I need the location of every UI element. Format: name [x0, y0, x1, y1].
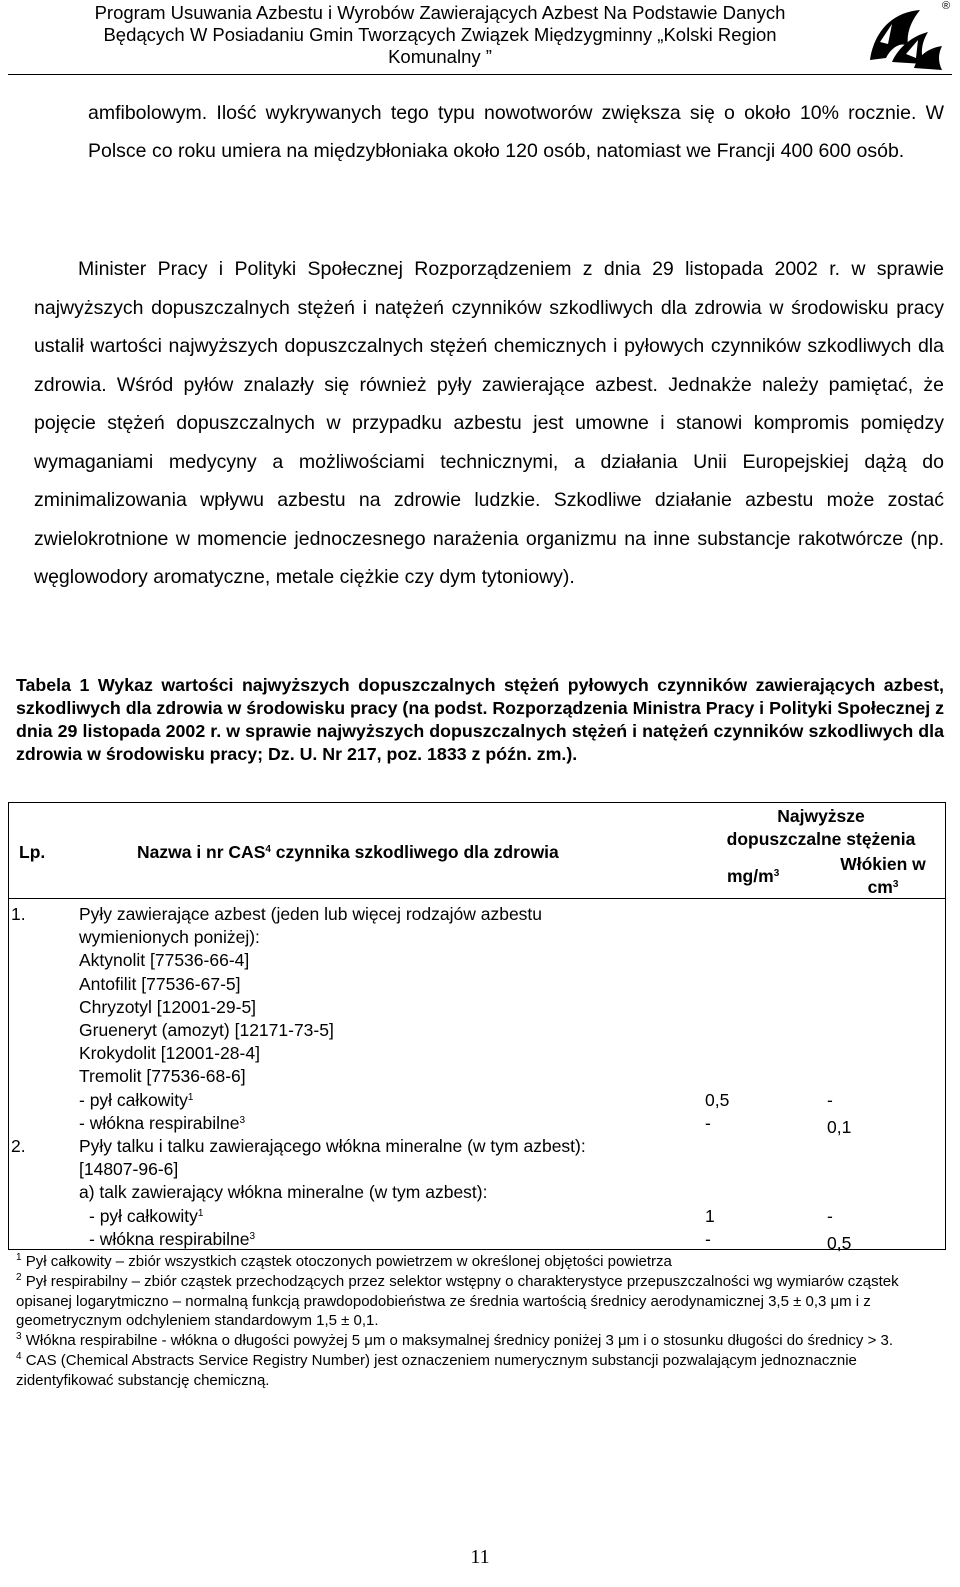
footnote [16, 1351, 946, 1391]
header-fib-line1: Włókien w [840, 854, 926, 874]
header-name-sup: 4 [265, 844, 271, 855]
title-line-3: Komunalny ” [388, 46, 492, 67]
paragraph-2 [34, 250, 944, 597]
table-row [79, 1019, 334, 1042]
table-row [79, 1089, 193, 1112]
header-fib-unit: cm [867, 877, 893, 898]
row-fiber-value: - [827, 1205, 833, 1226]
header-nds-line1: Najwyższe [777, 806, 865, 826]
paragraph-2-text: Minister Pracy i Polityki Społecznej Rozporządzeniem z dnia 29 listopada 2002 r. w sprawie najwyższych dopuszczalnych stężeń i natężeń czynników szkodliwych dla zdrowia w środowisku pracy ustalił wartości najwyższych dopuszczalnych stężeń chemicznych i pyłowych czynników szkodliwych dla zdrowia. Wśród pyłów znalazły się również pyły zawierające azbest. Jednakże należy pamiętać, że pojęcie stężeń dopuszczalnych w przypadku azbestu jest umowne i stanowi kompromis pomiędzy wymaganiami medycyny a możliwościami technicznymi, a działania Unii Europejskiej dążą do zminimalizowania wpływu azbestu na zdrowie ludzkie. Szkodliwe działanie azbestu może zostać zwielokrotnione w momencie jednoczesnego narażenia organizmu na inne substancje rakotwórcze (np. węglowodory aromatyczne, metale ciężkie czy dym tytoniowy). [34, 258, 944, 588]
row-mg-value: 0,5 [705, 1089, 730, 1110]
row-footnote-ref: 3 [249, 1230, 256, 1242]
paragraph-1: amfibolowym. Ilość wykrywanych tego typu nowotworów zwiększa się o około 10% rocznie. W Polsce co roku umiera na międzybłoniaka około 120 osób, natomiast we Francji 400 600 osób. [88, 102, 944, 162]
registered-mark: ® [942, 0, 951, 12]
row-text: Pyły zawierające azbest (jeden lub więcej rodzajów azbestu [79, 904, 543, 924]
row-footnote-ref: 1 [197, 1207, 204, 1219]
table-row [79, 1135, 586, 1158]
table-row [79, 1112, 245, 1135]
data-table [8, 802, 946, 1253]
header-name-text: Nazwa i nr CAS [137, 842, 266, 862]
row-text: Pyły talku i talku zawierającego włókna mineralne (w tym azbest): [79, 1136, 586, 1156]
row-text: Aktynolit [77536-66-4] [79, 950, 250, 971]
title-line-1: Program Usuwania Azbestu i Wyrobów Zawierających Azbest Na Podstawie Danych [94, 2, 786, 23]
row-text: - pył całkowity [89, 1205, 198, 1226]
table-row [89, 1205, 203, 1228]
header-name [137, 841, 559, 864]
table-row [79, 1158, 178, 1181]
footnote-text: CAS (Chemical Abstracts Service Registry Number) jest oznaczeniem numerycznym substancji pozwalającym jednoznacznie zidentyfikować substancję chemiczną. [16, 1351, 857, 1389]
footnote [16, 1331, 946, 1351]
header-fib [827, 853, 939, 899]
footnote-text: Pył całkowity – zbiór wszystkich cząstek otoczonych powietrzem w określonej objętości powietrza [25, 1253, 672, 1270]
row-fiber-value: 0,1 [827, 1116, 852, 1137]
header-divider [8, 74, 952, 75]
row-text: - włókna respirabilne [89, 1228, 250, 1249]
table-row [89, 1228, 255, 1251]
row-text: Tremolit [77536-68-6] [79, 1066, 246, 1087]
footnote [16, 1272, 946, 1331]
row-text: Antofilit [77536-67-5] [79, 973, 241, 994]
row-fiber-value: - [827, 1089, 833, 1110]
footnote-number: 1 [16, 1252, 22, 1263]
table-row [79, 1042, 260, 1065]
footnote-text: Pył respirabilny – zbiór cząstek przechodzących przez selektor wstępny o charakterystyce przepuszczalności wg wymiarów cząstek opisanej logarytmiczno – normalną funkcją prawdopodobieństwa ze średnia wartością średnicy aerodynamicznej 3,5 ± 0,3 μm i z geometrycznym odchyleniem standardowym 1,5 ± 0,1. [16, 1272, 899, 1330]
footnotes [16, 1252, 946, 1391]
row-text: Chryzotyl [12001-29-5] [79, 996, 257, 1017]
page-number: 11 [470, 1546, 490, 1568]
footnote-text: Włókna respirabilne - włókna o długości powyżej 5 μm o maksymalnej średnicy poniżej 3 μm i o stosunku długości do średnicy > 3. [25, 1332, 894, 1350]
row-text: - pył całkowity [79, 1089, 188, 1110]
header-mg-sup: 3 [773, 868, 780, 879]
row-footnote-ref: 1 [187, 1091, 194, 1103]
row-text: Grueneryt (amozyt) [12171-73-5] [79, 1020, 334, 1040]
footnote-number: 2 [16, 1271, 22, 1283]
header-fib-line2 [827, 876, 939, 899]
table-row [79, 1181, 487, 1204]
page-header [0, 0, 960, 76]
row-text: wymienionych poniżej): [79, 927, 260, 948]
table-row [79, 903, 542, 926]
title-line-2: Będących W Posiadaniu Gmin Tworzących Związek Międzygminny „Kolski Region [103, 24, 777, 45]
table-header-divider [9, 898, 945, 899]
table-row [79, 1065, 246, 1088]
row-text: Krokydolit [12001-28-4] [79, 1043, 260, 1064]
header-mg [727, 865, 779, 888]
row-text: a) talk zawierający włókna mineralne (w tym azbest): [79, 1182, 488, 1203]
row-mg-value: - [705, 1228, 711, 1249]
footnote-number: 4 [16, 1350, 22, 1362]
row-lp: 1. [11, 904, 26, 924]
header-lp: Lp. [19, 842, 46, 862]
row-text: - włókna respirabilne [79, 1112, 240, 1133]
table-row [79, 996, 256, 1019]
table-row [79, 926, 260, 949]
row-fiber-value: 0,5 [827, 1232, 852, 1253]
header-nds [703, 805, 939, 851]
table-caption: Tabela 1 Wykaz wartości najwyższych dopuszczalnych stężeń pyłowych czynników zawierających azbest, szkodliwych dla zdrowia w środowisku pracy (na podst. Rozporządzenia Ministra Pracy i Polityki Społecznej z dnia 29 listopada 2002 r. w sprawie najwyższych dopuszczalnych stężeń i natężeń czynników szkodliwych dla zdrowia w środowisku pracy; Dz. U. Nr 217, poz. 1833 z późn. zm.). [16, 675, 944, 764]
footnote-number: 3 [16, 1331, 22, 1343]
table-row [79, 973, 241, 996]
row-lp: 2. [11, 1136, 26, 1156]
header-mg-text: mg/m [727, 866, 774, 886]
footnote [16, 1252, 946, 1272]
document-title [20, 2, 860, 68]
logo-icon [862, 2, 956, 72]
table-row [79, 949, 249, 972]
row-text: [14807-96-6] [79, 1159, 179, 1180]
header-fib-sup: 3 [892, 879, 899, 891]
header-nds-line2: dopuszczalne stężenia [726, 829, 916, 850]
row-mg-value: 1 [705, 1205, 715, 1226]
row-footnote-ref: 3 [239, 1114, 246, 1126]
row-mg-value: - [705, 1112, 711, 1133]
header-name-suffix: czynnika szkodliwego dla zdrowia [270, 842, 559, 862]
